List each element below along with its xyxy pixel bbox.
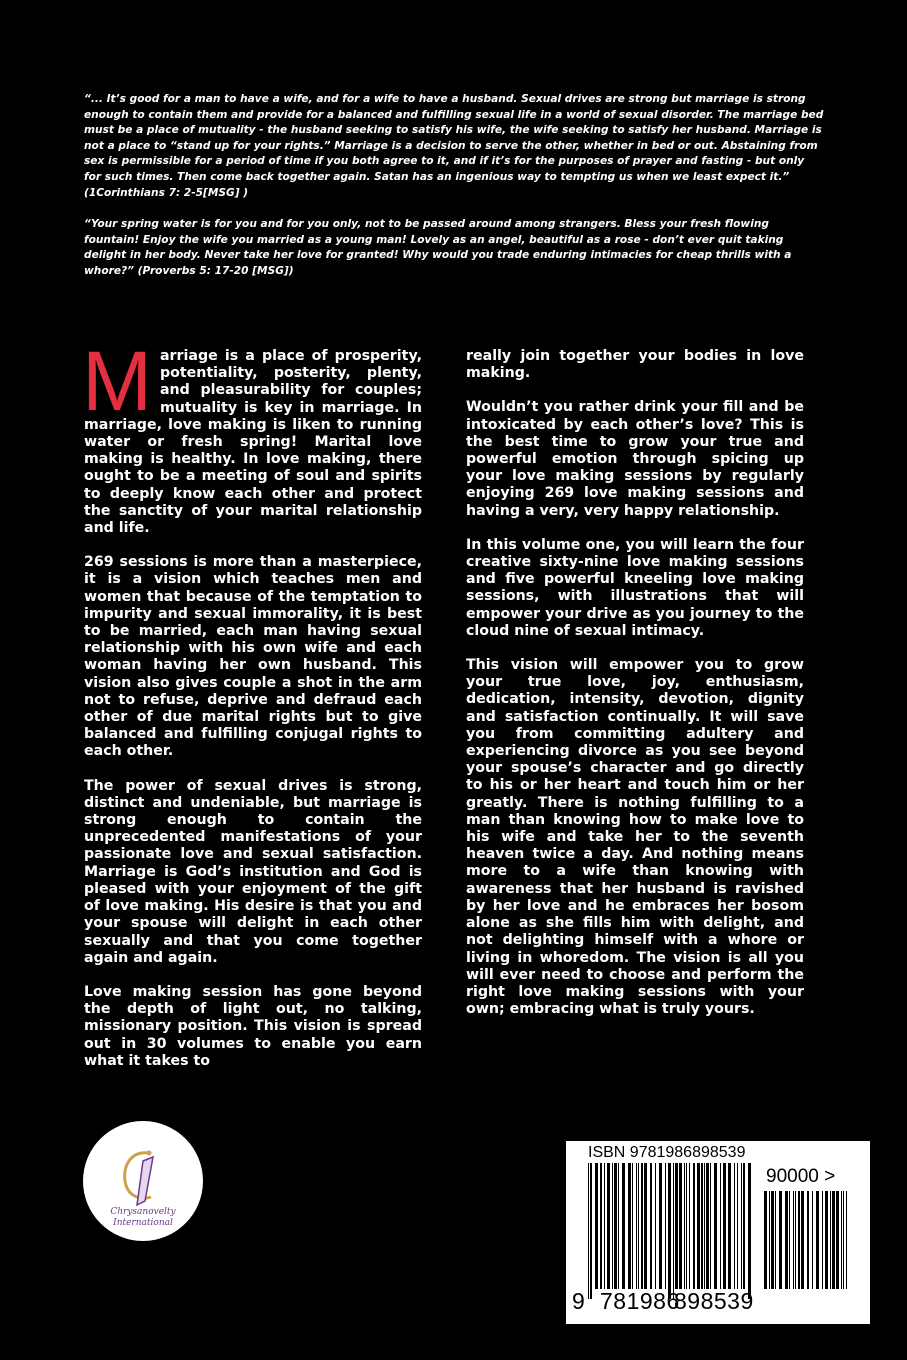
- barcode-bar: [622, 1163, 625, 1289]
- barcode-bar: [628, 1163, 631, 1289]
- barcode-bar: [779, 1191, 782, 1289]
- barcode-bar: [812, 1191, 813, 1289]
- barcode-bar: [841, 1191, 842, 1289]
- price-code-arrow: >: [824, 1166, 836, 1187]
- barcode-bar: [701, 1163, 703, 1289]
- barcode-bar: [693, 1163, 695, 1289]
- paragraph: [82, 334, 422, 537]
- barcode-bar: [741, 1163, 742, 1289]
- barcode-bar: [832, 1191, 835, 1289]
- barcode-bar: [723, 1163, 726, 1289]
- paragraph: really join together your bodies in love making.: [466, 348, 804, 382]
- barcode-bar: [704, 1163, 705, 1289]
- barcode-bar: [590, 1163, 592, 1299]
- barcode-bar: [737, 1163, 738, 1289]
- isbn-label: ISBN 9781986898539: [588, 1144, 746, 1161]
- barcode-bar: [795, 1191, 796, 1289]
- paragraph-text: arriage is a place of prosperity, potentiality, posterity, plenty, and pleasurability for couples; mutuality is key in marriage. In marriage, love making is liken to running water or fresh spring! Marital love making is healthy. In love making, there ought to be a meeting of soul and spirits to deeply know each other and protect the sanctity of your marital relationship and life.: [84, 348, 422, 537]
- publisher-logo: [83, 1121, 203, 1241]
- paragraph: Love making session has gone beyond the depth of light out, no talking, missionary position. This vision is spread out in 30 volumes to enable you earn what it takes to: [84, 983, 422, 1069]
- barcode-bar: [825, 1191, 828, 1289]
- barcode-bar: [714, 1163, 717, 1289]
- barcode-digits-group2: 898539: [674, 1288, 754, 1314]
- barcode-bar: [686, 1163, 687, 1289]
- price-code-value: 90000: [766, 1166, 819, 1187]
- paragraph: Wouldn’t you rather drink your fill and be intoxicated by each other’s love? This is the best time to grow your true and powerful emotion through spicing up your love making sessions by regularly enjoying 269 love making sessions and having a very, very happy relationship.: [466, 399, 804, 519]
- barcode-bar: [764, 1191, 767, 1289]
- barcode-bar: [798, 1191, 800, 1289]
- barcode-bar: [843, 1191, 844, 1289]
- barcode-bar: [785, 1191, 788, 1289]
- barcode-bar: [600, 1163, 602, 1289]
- barcode-bar: [644, 1163, 647, 1289]
- barcode-bar: [771, 1191, 774, 1289]
- paragraph: The power of sexual drives is strong, distinct and undeniable, but marriage is strong enough to contain the unprecedented manifestations of your passionate love and sexual satisfaction. Marriage is God’s institution and God is pleased with your enjoyment of the gift of love making. His desire is that you and your spouse will delight in each other sexually and that you come together again and again.: [84, 777, 422, 966]
- barcode-bar: [801, 1191, 804, 1289]
- barcode-bar: [604, 1163, 605, 1289]
- paragraph: In this volume one, you will learn the four creative sixty-nine love making sessions and five powerful kneeling love making sessions, with illustrations that will empower your drive as you journey to the cloud nine of sexual intimacy.: [466, 536, 804, 639]
- barcode-bar: [675, 1163, 678, 1289]
- barcode-bar: [793, 1191, 794, 1289]
- barcode-bar: [595, 1163, 598, 1289]
- barcode-bar: [636, 1163, 637, 1289]
- barcode-bar: [659, 1163, 662, 1289]
- quote-proverbs: “Your spring water is for you and for you only, not to be passed around among strangers. Bless your fresh flowing fountain! Enjoy the wife you married as a young man! Lovely as an angel, beautiful as a rose - don’t ever quit taking delight in her body. Never take her love for granted! Why would you trade enduring intimacies for cheap thrills with a whore?” (Proverbs 5: 17-20 [MSG]): [84, 218, 792, 277]
- barcode-bar: [769, 1191, 770, 1289]
- barcode-bar: [641, 1163, 643, 1289]
- barcode-bar: [655, 1163, 656, 1289]
- publisher-name-line1: Chrysanovelty: [110, 1207, 176, 1217]
- drop-cap: M: [82, 334, 152, 428]
- barcode-bar: [668, 1163, 671, 1299]
- barcode-bar: [689, 1163, 690, 1289]
- body-column-left: [82, 334, 422, 1087]
- barcode-bar: [588, 1163, 589, 1299]
- barcode-bar: [830, 1191, 831, 1289]
- barcode-bar: [720, 1163, 721, 1289]
- quote-corinthians: “... It’s good for a man to have a wife, and for a wife to have a husband. Sexual drives are strong but marriage is strong enough to contain them and provide for a balanced and fulfilling sexual life in a world of sexual disorder. The marriage bed must be a place of mutuality - the husband seeking to satisfy his wife, the wife seeking to satisfy her husband. Marriage is not a place to “stand up for your rights.” Marriage is a decision to serve the other, whether in bed or out. Abstaining from sex is permissible for a period of time if you both agree to it, and if it’s for the purposes of prayer and fasting - but only for such times. Then come back together again. Satan has an ingenious way to tempting us when we least expect it.” (1Corinthians 7: 2-5[MSG] ): [84, 93, 824, 199]
- paragraph: This vision will empower you to grow your true love, joy, enthusiasm, dedication, intensity, devotion, dignity and satisfaction continually. It will save you from committing adultery and experiencing divorce as you see beyond your spouse’s character and go directly to his or her heart and touch him or her greatly. There is nothing fulfilling to a man than knowing how to make love to his wife and take her to the seventh heaven twice a day. And nothing means more to a wife than knowing with awareness that her husband is ravished by her love and he embraces her bosom alone as she fills him with delight, and not delighting himself with a whore or living in whoredom. The vision is all you will ever need to choose and perform the right love making sessions with your own; embracing what is truly yours.: [466, 657, 804, 1018]
- isbn-barcode: [566, 1141, 870, 1324]
- barcode-bar: [807, 1191, 809, 1289]
- publisher-name-line2: International: [113, 1218, 173, 1228]
- barcode-bar: [748, 1163, 751, 1299]
- barcode-bar: [665, 1163, 666, 1289]
- barcode-bar: [822, 1191, 823, 1289]
- barcode-bar: [710, 1163, 711, 1289]
- barcode-bar: [816, 1191, 819, 1289]
- barcode-bar: [684, 1163, 685, 1289]
- barcode-bar: [836, 1191, 839, 1289]
- barcode-digit-first: 9: [572, 1288, 586, 1314]
- barcode-bar: [612, 1163, 613, 1289]
- barcode-bar: [632, 1163, 633, 1289]
- barcode-bar: [706, 1163, 709, 1289]
- barcode-bar: [734, 1163, 735, 1289]
- barcode-bar: [614, 1163, 617, 1289]
- barcode-digits-group1: 781986: [600, 1288, 680, 1314]
- barcode-bar: [846, 1191, 847, 1289]
- barcode-bar: [673, 1163, 674, 1299]
- barcode-bar: [679, 1163, 682, 1289]
- barcode-bar: [618, 1163, 619, 1289]
- barcode-bar: [789, 1191, 790, 1289]
- body-column-right: [466, 348, 804, 1035]
- barcode-bar: [728, 1163, 731, 1289]
- barcode-bar: [638, 1163, 639, 1289]
- barcode-bar: [607, 1163, 610, 1289]
- barcode-bar: [650, 1163, 652, 1289]
- barcode-bar: [697, 1163, 700, 1289]
- epigraph-quotes: [84, 92, 824, 296]
- paragraph: 269 sessions is more than a masterpiece, it is a vision which teaches men and women that because of the temptation to impurity and sexual immorality, it is best to be married, each man having sexual relationship with his own wife and each woman having her own husband. This vision also gives couple a shot in the arm not to refuse, deprive and defraud each other of due marital rights but to give balanced and fulfilling conjugal rights to each other.: [84, 554, 422, 760]
- barcode-bar: [743, 1163, 745, 1289]
- barcode-bar: [775, 1191, 776, 1289]
